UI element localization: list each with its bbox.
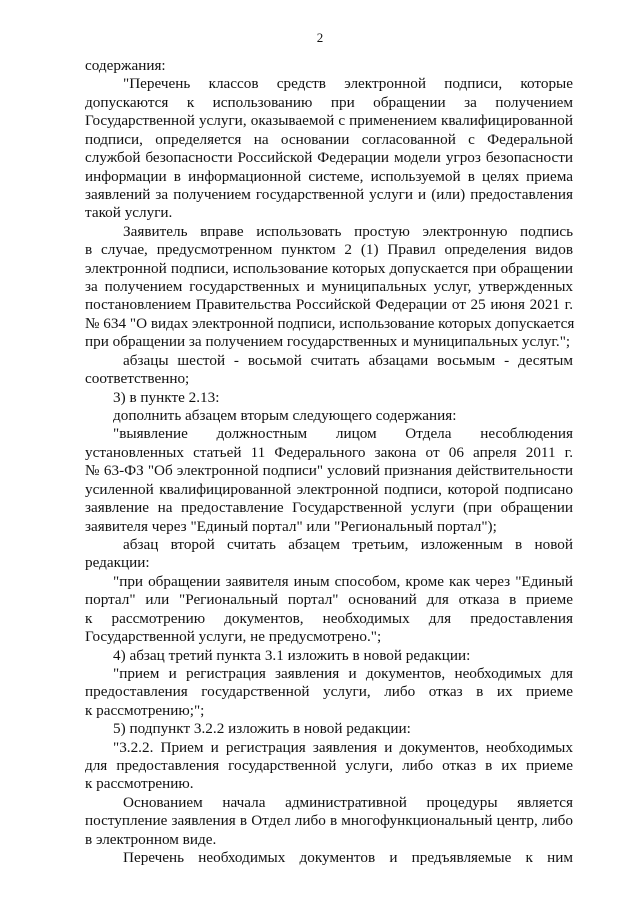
- text-line: Заявитель вправе использовать простую электронную подпись: [123, 222, 573, 240]
- text-line: за получением государственных и муниципальных услуг, утвержденных: [85, 278, 573, 296]
- text-line: для предоставления государственной услуги, либо отказ в их приеме: [85, 757, 573, 775]
- text-line: информации в информационной системе, используемой в целях приема: [85, 167, 573, 185]
- text-line: при обращении за получением государственных и муниципальных услуг.";: [85, 333, 571, 351]
- text-line: заявление на предоставление Государственной услуги (при обращении: [85, 499, 573, 517]
- text-line: в электронном виде.: [85, 830, 217, 848]
- text-line: предоставления государственной услуги, либо отказ в их приеме: [85, 683, 573, 701]
- text-line: редакции:: [85, 554, 150, 572]
- text-line: "Перечень классов средств электронной подписи, которые: [123, 75, 573, 93]
- document-body: [85, 57, 573, 868]
- text-line: портал" или "Региональный портал" оснований для отказа в приеме: [85, 591, 573, 609]
- text-line: Перечень необходимых документов и предъявляемые к ним: [123, 849, 573, 867]
- text-line: "при обращении заявителя иным способом, кроме как через "Единый: [113, 572, 573, 590]
- text-line: Государственной услуги, оказываемой с применением квалифицированной: [85, 112, 573, 130]
- text-line: заявлений за получением государственной услуги и (или) предоставления: [85, 185, 573, 203]
- text-line: службой безопасности Российской Федерации модели угроз безопасности: [85, 149, 573, 167]
- text-line: заявителя через "Единый портал" или "Региональный портал");: [85, 517, 497, 535]
- text-line: к рассмотрению;";: [85, 701, 205, 719]
- text-line: абзацы шестой - восьмой считать абзацами восьмым - десятым: [123, 351, 573, 369]
- text-line: такой услуги.: [85, 204, 173, 222]
- text-line: 4) абзац третий пункта 3.1 изложить в новой редакции:: [113, 646, 471, 664]
- text-line: содержания:: [85, 57, 166, 74]
- text-line: поступление заявления в Отдел либо в многофункциональный центр, либо: [85, 812, 573, 830]
- text-line: № 634 "О видах электронной подписи, использование которых допускается: [85, 314, 575, 332]
- text-line: дополнить абзацем вторым следующего содержания:: [113, 407, 457, 425]
- text-line: усиленной квалифицированной электронной подписи, которой подписано: [85, 480, 573, 498]
- text-line: "выявление должностным лицом Отдела несоблюдения: [113, 425, 573, 443]
- text-line: "прием и регистрация заявления и документов, необходимых для: [113, 664, 573, 682]
- text-line: допускаются к использованию при обращении за получением: [85, 93, 573, 111]
- text-line: установленных статьей 11 Федерального закона от 06 апреля 2011 г.: [85, 443, 573, 461]
- text-line: подписи, определяется на основании согласованной с Федеральной: [85, 130, 573, 148]
- text-line: № 63-ФЗ "Об электронной подписи" условий признания действительности: [85, 462, 573, 480]
- text-line: 5) подпункт 3.2.2 изложить в новой редакции:: [113, 720, 411, 738]
- text-line: в случае, предусмотренном пунктом 2 (1) Правил определения видов: [85, 241, 573, 259]
- text-line: Основанием начала административной процедуры является: [123, 793, 573, 811]
- text-line: постановлением Правительства Российской Федерации от 25 июня 2021 г.: [85, 296, 573, 314]
- text-line: к рассмотрению.: [85, 775, 194, 793]
- page-number: 2: [316, 30, 324, 45]
- text-line: электронной подписи, использование которых допускается при обращении: [85, 259, 573, 277]
- text-line: соответственно;: [85, 370, 190, 388]
- text-line: к рассмотрению документов, необходимых для предоставления: [85, 609, 573, 627]
- text-line: Государственной услуги, не предусмотрено.";: [85, 628, 382, 646]
- text-line: абзац второй считать абзацем третьим, изложенным в новой: [123, 535, 573, 553]
- text-line: "3.2.2. Прием и регистрация заявления и документов, необходимых: [113, 738, 573, 756]
- text-line: 3) в пункте 2.13:: [113, 388, 220, 406]
